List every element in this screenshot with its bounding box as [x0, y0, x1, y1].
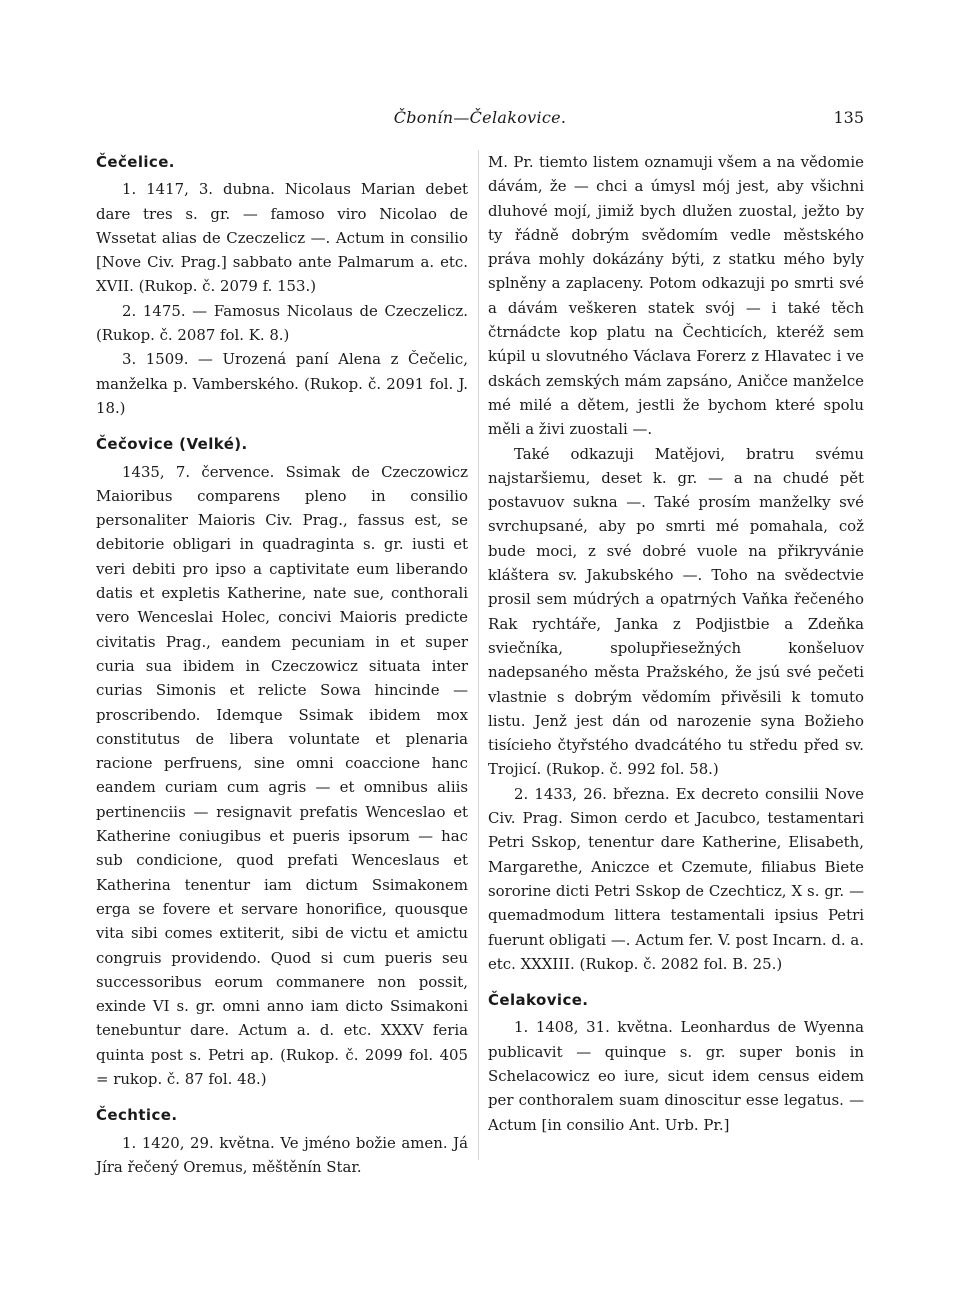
left-column	[96, 150, 468, 1179]
page-header	[96, 100, 864, 136]
section-heading-cecelice: Čečelice.	[96, 153, 175, 171]
entry-list	[96, 460, 468, 1092]
entry-paragraph: 2. 1433, 26. března. Ex decreto consilii Nove Civ. Prag. Simon cerdo et Jacubco, testamentari Petri Sskop, tenentur dare Katherine, Elisabeth, Margarethe, Aniczce et Czemute, filiabus Biete sororine dicti Petri Sskop de Czechticz, X s. gr. — quemadmodum littera testamentali ipsius Petri fuerunt obligati —. Actum fer. V. post Incarn. d. a. etc. XXXIII. (Rukop. č. 2082 fol. B. 25.)	[488, 784, 864, 973]
section-heading-cecovice: Čečovice (Velké).	[96, 435, 248, 454]
right-column	[488, 150, 864, 1137]
entry-paragraph: 2. 1475. — Famosus Nicolaus de Czeczelicz. (Rukop. č. 2087 fol. K. 8.)	[96, 301, 468, 345]
entry-list	[96, 177, 468, 420]
entry-paragraph: M. Pr. tiemto listem oznamuji všem a na vědomie dávám, že — chci a úmysl mój jest, aby všichni dluhové mojí, jimiž bych dlužen zuostal, ježto by ty řádně dobrým svědomím vedle městského práva mohly dokázány býti, z statku mého byly splněny a zaplaceny. Potom odkazuji po smrti své a dávám veškeren statek svój — i také těch čtrnádcte kop platu na Čechticích, kteréž sem kúpil u slovutného Václava Forerz z Hlavatec i ve dskách zemských mám zapsáno, Aničce manželce mé milé a dětem, jestli že bychom které spolu měli a živi zuostali —.	[488, 153, 864, 439]
entry-list	[96, 1131, 468, 1180]
entry-paragraph: 3. 1509. — Urozená paní Alena z Čečelic, manželka p. Vamberského. (Rukop. č. 2091 fol. J. 18.)	[96, 350, 468, 417]
entry-list	[488, 1015, 864, 1136]
section-heading-celakovice: Čelakovice.	[488, 991, 589, 1010]
running-title: Čbonín—Čelakovice.	[393, 108, 567, 127]
page-number: 135	[833, 108, 864, 127]
entry-paragraph: 1. 1420, 29. května. Ve jméno božie amen. Já Jíra řečený Oremus, měštěnín Star.	[96, 1133, 468, 1176]
entry-list	[488, 150, 864, 976]
section-heading-cechtice: Čechtice.	[96, 1106, 178, 1125]
entry-paragraph: 1435, 7. července. Ssimak de Czeczowicz Maioribus comparens pleno in consilio personaliter Maioris Civ. Prag., fassus est, se debitorie obligari in quadraginta s. gr. iusti et veri debiti pro ipso a captivitate eum liberando datis et expletis Katherine, nate sue, conthorali vero Wenceslai Holec, concivi Maioris predicte civitatis Prag., eandem pecuniam in et super curia sua ibidem in Czeczowicz situata inter curias Simonis et relicte Sowa hincinde — proscribendo. Idemque Ssimak ibidem mox constitutus de libera voluntate et plenaria racione perfruens, sine omni coaccione hanc eandem curiam cum agris — et omnibus aliis pertinenciis — resignavit prefatis Wenceslao et Katherine coniugibus et pueris ipsorum — hac sub condicione, quod prefati Wenceslaus et Katherina tenentur iam dictum Ssimakonem erga se fovere et servare honorifice, quousque vita sibi comes extiterit, sibi de victu et amictu congruis providendo. Quod si cum pueris seu successoribus eorum commanere non possit, exinde VI s. gr. omni anno iam dicto Ssimakoni tenebuntur dare. Actum a. d. etc. XXXV feria quinta post s. Petri ap. (Rukop. č. 2099 fol. 405 = rukop. č. 87 fol. 48.)	[96, 462, 468, 1088]
entry-paragraph: 1. 1417, 3. dubna. Nicolaus Marian debet dare tres s. gr. — famoso viro Nicolao de Wssetat alias de Czeczelicz —. Actum in consilio [Nove Civ. Prag.] sabbato ante Palmarum a. etc. XVII. (Rukop. č. 2079 f. 153.)	[96, 180, 468, 296]
entry-paragraph: Také odkazuji Matějovi, bratru svému najstaršiemu, deset k. gr. — a na chudé pět postavuov sukna —. Také prosím manželky své svrchupsané, aby po smrti mé pomahala, což bude moci, z své dobré vuole na přikryvánie kláštera sv. Jakubského —. Toho na svědectvie prosil sem múdrých a opatrných Vaňka řečeného Rak rychtáře, Janka z Podjistbie a Zdeňka sviečníka, spolupřiesežných konšeluov nadepsaného města Pražského, že jsú své pečeti vlastnie s dobrým vědomím přivěsili k tomuto listu. Jenž jest dán od narozenie syna Božieho tisícieho čtyřstého dvadcátého tu středu před sv. Trojicí. (Rukop. č. 992 fol. 58.)	[488, 444, 864, 779]
column-divider	[478, 150, 479, 1160]
entry-paragraph: 1. 1408, 31. května. Leonhardus de Wyenna publicavit — quinque s. gr. super bonis in Schelacowicz eo iure, sicut idem census eidem per conthoralem suam dinoscitur esse legatus. — Actum [in consilio Ant. Urb. Pr.]	[488, 1018, 864, 1134]
